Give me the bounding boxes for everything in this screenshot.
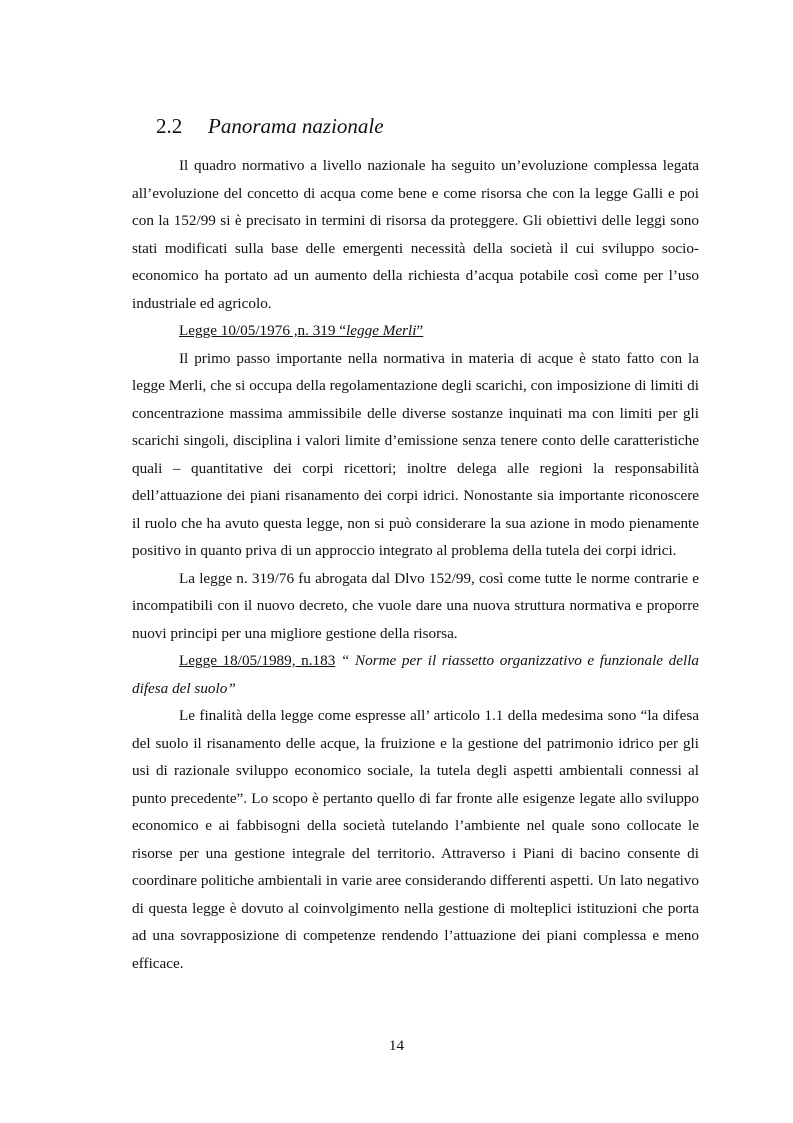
law-heading-merli xyxy=(132,317,699,345)
merli-body-paragraph: Il primo passo importante nella normativa in materia di acque è stato fatto con la legge Merli, che si occupa della regolamentazione degli scarichi, con imposizione di limiti di concentrazione massima ammissibile delle diverse sostanze inquinati ma con limiti per gli scarichi singoli, disciplina i valori limite d’emissione senza tenere conto delle caratteristiche quali – quantitative dei corpi ricettori; inoltre delega alle regioni la responsabilità dell’attuazione dei piani risanamento dei corpi idrici. Nonostante sia importante riconoscere il ruolo che ha avuto questa legge, non si può considerare la sua azione in modo pienamente positivo in quanto priva di un approccio integrato al problema della tutela dei corpi idrici. xyxy=(132,349,699,559)
law-heading-merli-link xyxy=(179,322,423,339)
section-number: 2.2 xyxy=(156,114,183,138)
law-heading-183-title: “ Norme per il riassetto organizzativo e funzionale della difesa del suolo” xyxy=(132,652,700,697)
document-page xyxy=(132,110,699,977)
section-heading xyxy=(156,110,699,142)
law-heading-183-underlined: Legge 18/05/1989, n.183 xyxy=(179,652,336,669)
merli-abrogation-paragraph: La legge n. 319/76 fu abrogata dal Dlvo 152/99, così come tutte le norme contrarie e incompatibili con il nuovo decreto, che vuole dare una nuova struttura normativa e proporre nuovi principi per una migliore gestione della risorsa. xyxy=(132,569,699,642)
law-heading-merli-suffix: ” xyxy=(416,322,424,339)
law-heading-183 xyxy=(132,647,699,702)
page-number: 14 xyxy=(388,1037,405,1054)
law-heading-merli-italic: legge Merli xyxy=(346,322,417,339)
intro-paragraph: Il quadro normativo a livello nazionale ha seguito un’evoluzione complessa legata all’evoluzione del concetto di acqua come bene e come risorsa che con la legge Galli e poi con la 152/99 si è precisato in termini di risorsa da proteggere. Gli obiettivi delle leggi sono stati modificati sulla base delle emergenti necessità della società il cui sviluppo socio-economico ha portato ad un aumento della richiesta d’acqua potabile così come per l’uso industriale ed agricolo. xyxy=(132,157,699,312)
section-title: Panorama nazionale xyxy=(208,114,384,138)
law-183-body-paragraph: Le finalità della legge come espresse all’ articolo 1.1 della medesima sono “la difesa del suolo il risanamento delle acque, la fruizione e la gestione del patrimonio idrico per gli usi di razionale sviluppo economico sociale, la tutela degli aspetti ambientali connessi al punto precedente”. Lo scopo è pertanto quello di far fronte alle esigenze legate allo sviluppo economico e ai fabbisogni della società tutelando l’ambiente nel quale sono collocate le risorse per una gestione integrale del territorio. Attraverso i Piani di bacino consente di coordinare politiche ambientali in varie aree considerando differenti aspetti. Un lato negativo di questa legge è dovuto al coinvolgimento nella gestione di molteplici istituzioni che porta ad una sovrapposizione di competenze rendendo l’attuazione dei piani complessa e meno efficace. xyxy=(132,707,699,972)
law-heading-merli-prefix: Legge 10/05/1976 ,n. 319 “ xyxy=(179,322,347,339)
